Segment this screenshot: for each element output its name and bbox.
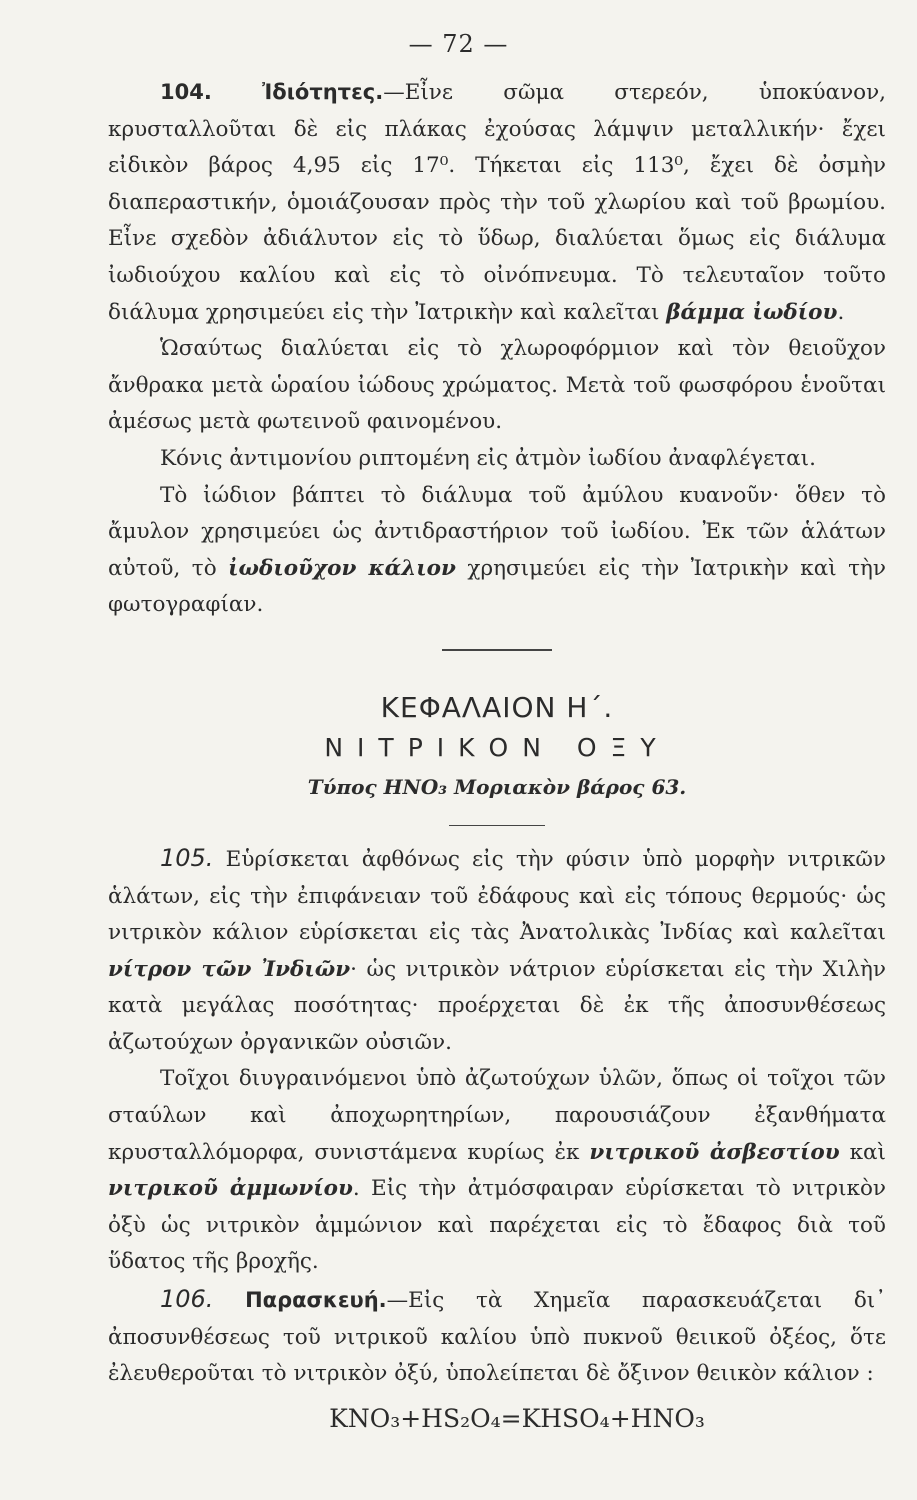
divider bbox=[442, 649, 552, 651]
page-number: — 72 — bbox=[408, 30, 509, 58]
page-body bbox=[108, 74, 886, 1439]
section-106-text: —Εἰς τὰ Χημεῖα παρασκευάζεται δι᾽ ἀποσυνθέσεως τοῦ νιτρικοῦ καλίου ὑπὸ πυκνοῦ θειικοῦ ὀξέος, ὅτε ἐλευθεροῦται τὸ νιτρικὸν ὀξύ, ὑπολείπεται δὲ ὄξινον θειικὸν κάλιον : bbox=[108, 1288, 886, 1387]
section-104-p4-text-end: χρησιμεύει εἰς τὴν Ἰατρικὴν καὶ τὴν φωτογραφίαν. bbox=[108, 555, 886, 618]
section-105-term-ammonium-nitrate: νιτρικοῦ ἀμμωνίου bbox=[108, 1176, 353, 1202]
section-104-term-iodine-tincture: βάμμα ἰωδίου bbox=[666, 299, 838, 325]
chemical-equation: KNO₃+HS₂O₄=KHSO₄+HNO₃ bbox=[329, 1403, 705, 1433]
section-104-paragraph-4 bbox=[108, 478, 886, 624]
section-104-number: 104. bbox=[160, 80, 212, 104]
section-104-text: —Εἶνε σῶμα στερεόν, ὑποκύανον, κρυσταλλοῦται δὲ εἰς πλάκας ἐχούσας λάμψιν μεταλλικήν· ἔχει εἰδικὸν βάρος 4,95 εἰς 17⁰. Τήκεται εἰς 113⁰, ἔχει δὲ ὀσμὴν διαπεραστικήν, ὁμοιάζουσαν πρὸς τὴν τοῦ χλωρίου καὶ τοῦ βρωμίου. Εἶνε σχεδὸν ἀδιάλυτον εἰς τὸ ὕδωρ, διαλύεται ὅμως εἰς διάλυμα ἰωδιούχου καλίου καὶ εἰς τὸ οἰνόπνευμα. Τὸ τελευταῖον τοῦτο διάλυμα χρησιμεύει εἰς τὴν Ἰατρικὴν καὶ καλεῖται bbox=[108, 80, 886, 325]
section-105-term-indian-nitre: νίτρον τῶν Ἰνδιῶν bbox=[108, 956, 351, 982]
section-105-p2-and: καὶ bbox=[839, 1139, 886, 1165]
section-104-period: . bbox=[837, 299, 845, 325]
section-105-p2-text: Τοῖχοι διυγραινόμενοι ὑπὸ ἀζωτούχων ὑλῶν, ὅπως οἱ τοῖχοι τῶν σταύλων καὶ ἀποχωρητηρίων, παρουσιάζουν ἐξανθήματα κρυσταλλόμορφα, συνιστάμενα κυρίως ἐκ bbox=[108, 1066, 886, 1165]
section-106-number: 106. bbox=[160, 1285, 214, 1314]
section-104-heading: Ἰδιότητες. bbox=[262, 80, 384, 104]
section-105-paragraph-1 bbox=[108, 840, 886, 1062]
divider bbox=[449, 825, 545, 826]
chapter-formula: Τύπος ΗΝΟ₃ Μοριακὸν βάρος 63. bbox=[307, 774, 687, 799]
section-106-paragraph bbox=[108, 1281, 886, 1393]
section-105-text-end: · ὡς νιτρικὸν νάτριον εὑρίσκεται εἰς τὴν Χιλὴν κατὰ μεγάλας ποσότητας· προέρχεται δὲ ἐκ τῆς ἀποσυνθέσεως ἀζωτούχων ὀργανικῶν οὐσιῶν. bbox=[108, 956, 887, 1055]
section-105-text: Εὑρίσκεται ἀφθόνως εἰς τὴν φύσιν ὑπὸ μορφὴν νιτρικῶν ἁλάτων, εἰς τὴν ἐπιφάνειαν τοῦ ἐδάφους καὶ εἰς τόπους θερμούς· ὡς νιτρικὸν κάλιον εὑρίσκεται εἰς τὰς Ἀνατολικὰς Ἰνδίας καὶ καλεῖται bbox=[108, 846, 886, 946]
section-105-term-calcium-nitrate: νιτρικοῦ ἀσβεστίου bbox=[589, 1139, 840, 1165]
chapter-subtitle: ΝΙΤΡΙΚΟΝ ΟΞΥ bbox=[324, 732, 670, 762]
section-104-paragraph-3: Κόνις ἀντιμονίου ριπτομένη εἰς ἀτμὸν ἰωδίου ἀναφλέγεται. bbox=[160, 445, 816, 471]
chapter-title: ΚΕΦΑΛΑΙΟΝ Η΄. bbox=[380, 690, 614, 724]
section-105-paragraph-2 bbox=[108, 1061, 886, 1281]
section-105-p2-text-end: . Εἰς τὴν ἀτμόσφαιραν εὑρίσκεται τὸ νιτρικὸν ὀξὺ ὡς νιτρικὸν ἀμμώνιον καὶ παρέχεται εἰς τὸ ἔδαφος διὰ τοῦ ὕδατος τῆς βροχῆς. bbox=[108, 1176, 887, 1275]
section-104-term-potassium-iodide: ἰωδιοῦχον κάλιον bbox=[228, 555, 456, 581]
section-104-p4-text: Τὸ ἰώδιον βάπτει τὸ διάλυμα τοῦ ἀμύλου κυανοῦν· ὅθεν τὸ ἄμυλον χρησιμεύει ὡς ἀντιδραστήριον τοῦ ἰωδίου. Ἐκ τῶν ἁλάτων αὐτοῦ, τὸ bbox=[108, 482, 886, 581]
section-106-heading: Παρασκευή. bbox=[245, 1288, 387, 1313]
section-104-paragraph-1 bbox=[108, 74, 886, 331]
section-104-paragraph-2: Ὡσαύτως διαλύεται εἰς τὸ χλωροφόρμιον καὶ τὸν θειοῦχον ἄνθρακα μετὰ ὡραίου ἰώδους χρώματος. Μετὰ τοῦ φωσφόρου ἑνοῦται ἀμέσως μετὰ φωτεινοῦ φαινομένου. bbox=[108, 336, 886, 435]
section-105-number: 105. bbox=[160, 843, 214, 872]
